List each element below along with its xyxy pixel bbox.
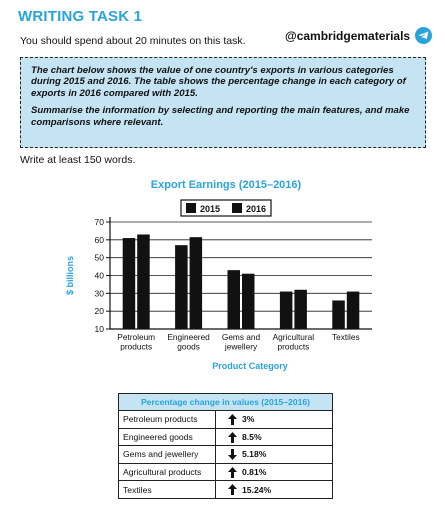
- table-row: [119, 411, 333, 429]
- x-category-label: goods: [177, 341, 200, 352]
- percentage-change-table: [118, 393, 333, 499]
- arrow-up-icon: [228, 467, 237, 478]
- row-change: [216, 463, 333, 481]
- table-row: [119, 481, 333, 499]
- bar-2015: [332, 300, 345, 329]
- change-value: 15.24%: [242, 484, 272, 495]
- bar-2016: [347, 292, 360, 329]
- x-category-label: products: [120, 341, 153, 352]
- x-category-label: Petroleum: [117, 332, 156, 342]
- x-category-label: Engineered: [167, 332, 210, 342]
- bar-2015: [228, 270, 241, 329]
- arrow-up-icon: [228, 484, 237, 495]
- prompt-paragraph-2: Summarise the information by selecting and reporting the main features, and make comparisons where relevant.: [31, 105, 410, 128]
- row-category: Textiles: [119, 481, 216, 499]
- y-tick-label: 60: [94, 234, 104, 245]
- x-category-label: Textiles: [331, 332, 360, 342]
- legend-swatch: [186, 203, 196, 213]
- x-category-label: products: [277, 341, 310, 352]
- legend-swatch: [232, 203, 242, 213]
- x-category-label: Agricultural: [272, 332, 315, 342]
- social-handle: [285, 27, 432, 44]
- row-change: [216, 446, 333, 464]
- telegram-icon: [415, 27, 432, 44]
- prompt-paragraph-1: The chart below shows the value of one country's exports in various categories during 2015 and 2016. The table shows the percentage change in each category of exports in 2016 compared with 2015.: [31, 65, 406, 99]
- row-category: Agricultural products: [119, 463, 216, 481]
- bar-2016: [190, 237, 203, 329]
- chart-title: Export Earnings (2015–2016): [150, 179, 302, 191]
- arrow-down-icon: [228, 449, 237, 460]
- arrow-up-icon: [228, 414, 237, 425]
- x-category-label: Gems and: [221, 332, 261, 342]
- arrow-up-icon: [228, 432, 237, 443]
- y-tick-label: 10: [94, 324, 104, 334]
- handle-text: @cambridgematerials: [285, 28, 411, 43]
- legend-label: 2015: [200, 204, 221, 214]
- legend-label: 2016: [246, 204, 267, 214]
- bar-2015: [123, 238, 136, 329]
- row-change: [216, 428, 333, 446]
- row-category: Petroleum products: [119, 411, 216, 429]
- bar-2016: [137, 234, 150, 329]
- change-value: 3%: [242, 414, 255, 425]
- bar-2016: [294, 290, 307, 329]
- y-tick-label: 70: [94, 217, 104, 227]
- row-category: Gems and jewellery: [119, 446, 216, 464]
- word-count-note: Write at least 150 words.: [20, 154, 136, 166]
- change-value: 8.5%: [242, 431, 262, 442]
- y-tick-label: 50: [94, 252, 104, 263]
- export-bar-chart: [60, 172, 390, 377]
- y-tick-label: 30: [94, 288, 104, 299]
- time-instruction: You should spend about 20 minutes on this task.: [20, 35, 246, 47]
- row-change: [216, 411, 333, 429]
- table-row: [119, 446, 333, 464]
- bar-2016: [242, 274, 255, 329]
- change-value: 5.18%: [242, 449, 267, 460]
- table-row: [119, 463, 333, 481]
- row-category: Engineered goods: [119, 428, 216, 446]
- y-tick-label: 20: [94, 306, 104, 317]
- task-title: WRITING TASK 1: [18, 8, 143, 25]
- y-axis-label: $ billions: [65, 255, 75, 296]
- x-axis-label: Product Category: [212, 361, 288, 371]
- table-title: Percentage change in values (2015–2016): [119, 394, 333, 411]
- x-category-label: jewellery: [224, 341, 258, 352]
- y-tick-label: 40: [94, 270, 104, 281]
- task-prompt-box: [20, 57, 426, 148]
- change-value: 0.81%: [242, 467, 267, 478]
- row-change: [216, 481, 333, 499]
- table-row: [119, 428, 333, 446]
- bar-2015: [280, 292, 293, 329]
- bar-2015: [175, 245, 188, 329]
